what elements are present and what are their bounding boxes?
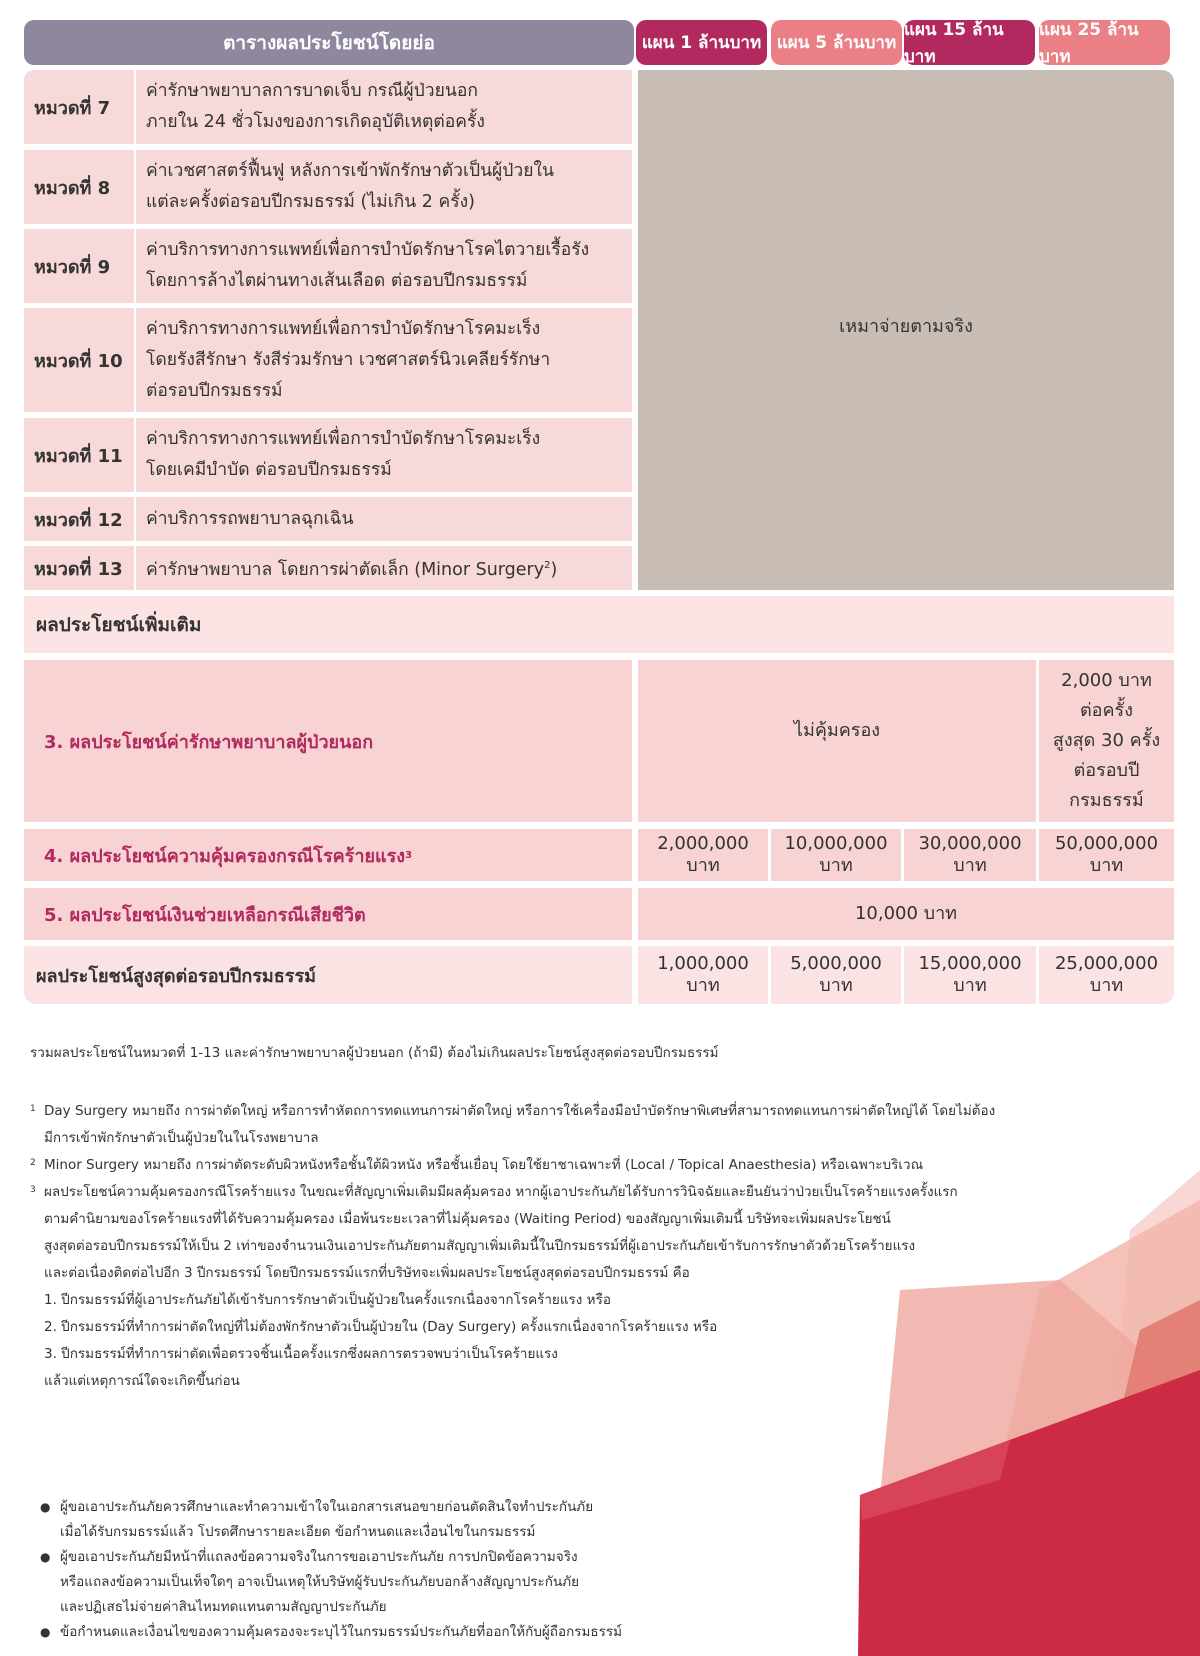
critical-illness-plan25: 50,000,000 บาท (1039, 829, 1174, 881)
footnote-1: 1 Day Surgery หมายถึง การผ่าตัดใหญ่ หรือการทำหัตถการทดแทนการผ่าตัดใหญ่ หรือการใช้เครื่องมือบำบัดรักษาพิเศษที่สามารถทดแทนการผ่าตัดใหญ่ได้ โดยไม่ต้อง มีการเข้าพักรักษาตัวเป็นผู้ป่วยในในโรงพยาบาล (30, 1103, 996, 1146)
footnote-3: 3 ผลประโยชน์ความคุ้มครองกรณีโรคร้ายแรง ในขณะที่สัญญาเพิ่มเติมมีผลคุ้มครอง หากผู้เอาประกันภัยได้รับการวินิจฉัยและยืนยันว่าป่วยเป็นโรคร้ายแรงครั้งแรก ตามคำนิยามของโรคร้ายแรงที่ได้รับความคุ้มครอง เมื่อพ้นระยะเวลาที่ไม่คุ้มครอง (Waiting Period) ของสัญญาเพิ่มเติมนี้ บริษัทจะเพิ่มผลประโยชน์ สูงสุดต่อรอบปีกรมธรรม์ให้เป็น 2 เท่าของจำนวนเงินเอาประกันภัยตามสัญญาเพิ่มเติมนี้ในปีกรมธรรม์ที่ผู้เอาประกันภัยเข้ารับการรักษาตัวด้วยโรคร้ายแรง และต่อเนื่องติดต่อไปอีก 3 ปีกรมธรรม์ โดยปีกรมธรรม์แรกที่บริษัทจะเพิ่มผลประโยชน์สูงสุดต่อรอบปีกรมธรรม์ คือ 1. ปีกรมธรรม์ที่ผู้เอาประกันภัยได้เข้ารับการรักษาตัวเป็นผู้ป่วยในครั้งแรกเนื่องจากโรคร้ายแรง หรือ 2. ปีกรมธรรม์ที่ทำการผ่าตัดใหญ่ที่ไม่ต้องพักรักษาตัวเป็นผู้ป่วยใน (Day Surgery) ครั้งแรกเนื่องจากโรคร้ายแรง หรือ 3. ปีกรมธรรม์ที่ทำการผ่าตัดเพื่อตรวจชิ้นเนื้อครั้งแรกซึ่งผลการตรวจพบว่าเป็นโรคร้ายแรง แล้วแต่เหตุการณ์ใดจะเกิดขึ้นก่อน (30, 1184, 958, 1389)
category-description: ค่าบริการทางการแพทย์เพื่อการบำบัดรักษาโรคมะเร็ง โดยเคมีบำบัด ต่อรอบปีกรมธรรม์ (136, 418, 632, 492)
death-benefit-label: 5. ผลประโยชน์เงินช่วยเหลือกรณีเสียชีวิต (24, 888, 632, 940)
category-description: ค่ารักษาพยาบาลการบาดเจ็บ กรณีผู้ป่วยนอก ภายใน 24 ชั่วโมงของการเกิดอุบัติเหตุต่อครั้ง (136, 70, 632, 144)
plan-1-header: แผน 1 ล้านบาท (636, 20, 767, 65)
plan-15-header: แผน 15 ล้านบาท (904, 20, 1035, 65)
category-code: หมวดที่ 9 (24, 229, 134, 303)
category-code: หมวดที่ 12 (24, 497, 134, 541)
disclaimer-list (40, 1495, 780, 1645)
critical-illness-plan5: 10,000,000 บาท (771, 829, 901, 881)
category-code: หมวดที่ 13 (24, 546, 134, 590)
table-title: ตารางผลประโยชน์โดยย่อ (24, 20, 634, 65)
category-description: ค่ารักษาพยาบาล โดยการผ่าตัดเล็ก (Minor Surgery$^2$) (136, 546, 632, 590)
category-description: ค่าเวชศาสตร์ฟื้นฟู หลังการเข้าพักรักษาตัวเป็นผู้ป่วยใน แต่ละครั้งต่อรอบปีกรมธรรม์ (ไม่เกิน 2 ครั้ง) (136, 150, 632, 224)
max-benefit-plan15: 15,000,000 บาท (904, 946, 1036, 1004)
death-benefit-value: 10,000 บาท (638, 888, 1174, 940)
footnote-2: 2 Minor Surgery หมายถึง การผ่าตัดระดับผิวหนังหรือชั้นใต้ผิวหนัง หรือชั้นเยื่อบุ โดยใช้ยาชาเฉพาะที่ (Local / Topical Anaesthesia) หรือเฉพาะบริเวณ (30, 1157, 924, 1173)
additional-benefits-heading: ผลประโยชน์เพิ่มเติม (24, 596, 1174, 653)
category-description: ค่าบริการทางการแพทย์เพื่อการบำบัดรักษาโรคมะเร็ง โดยรังสีรักษา รังสีร่วมรักษา เวชศาสตร์นิวเคลียร์รักษา ต่อรอบปีกรมธรรม์ (136, 308, 632, 412)
critical-illness-label: 4. ผลประโยชน์ความคุ้มครองกรณีโรคร้ายแรง 3 (24, 829, 632, 881)
footnotes (30, 1098, 1130, 1395)
plan-5-header: แผน 5 ล้านบาท (771, 20, 902, 65)
max-benefit-plan1: 1,000,000 บาท (638, 946, 768, 1004)
max-benefit-plan25: 25,000,000 บาท (1039, 946, 1174, 1004)
critical-illness-plan1: 2,000,000 บาท (638, 829, 768, 881)
outpatient-benefit-label: 3. ผลประโยชน์ค่ารักษาพยาบาลผู้ป่วยนอก (24, 660, 632, 822)
list-item: ● ผู้ขอเอาประกันภัยมีหน้าที่แถลงข้อความจริงในการขอเอาประกันภัย การปกปิดข้อความจริง หรือแถลงข้อความเป็นเท็จใดๆ อาจเป็นเหตุให้บริษัทผู้รับประกันภัยบอกล้างสัญญาประกันภัย และปฏิเสธไม่จ่ายค่าสินไหมทดแทนตามสัญญาประกันภัย (40, 1545, 780, 1620)
category-code: หมวดที่ 11 (24, 418, 134, 492)
category-code: หมวดที่ 7 (24, 70, 134, 144)
outpatient-plan25-value: 2,000 บาท ต่อครั้ง สูงสุด 30 ครั้ง ต่อรอบปี กรมธรรม์ (1039, 660, 1174, 822)
max-benefit-plan5: 5,000,000 บาท (771, 946, 901, 1004)
category-code: หมวดที่ 10 (24, 308, 134, 412)
max-benefit-label: ผลประโยชน์สูงสุดต่อรอบปีกรมธรรม์ (24, 946, 632, 1004)
category-description: ค่าบริการทางการแพทย์เพื่อการบำบัดรักษาโรคไตวายเรื้อรัง โดยการล้างไตผ่านทางเส้นเลือด ต่อรอบปีกรมธรรม์ (136, 229, 632, 303)
summary-note: รวมผลประโยชน์ในหมวดที่ 1-13 และค่ารักษาพยาบาลผู้ป่วยนอก (ถ้ามี) ต้องไม่เกินผลประโยชน์สูงสุดต่อรอบปีกรมธรรม์ (30, 1045, 719, 1061)
category-description: ค่าบริการรถพยาบาลฉุกเฉิน (136, 497, 632, 541)
outpatient-not-covered: ไม่คุ้มครอง (638, 660, 1036, 822)
coverage-actual-cell: เหมาจ่ายตามจริง (638, 70, 1174, 590)
category-code: หมวดที่ 8 (24, 150, 134, 224)
list-item: ● ข้อกำหนดและเงื่อนไขของความคุ้มครองจะระบุไว้ในกรมธรรม์ประกันภัยที่ออกให้กับผู้ถือกรมธรรม์ (40, 1620, 780, 1645)
plan-25-header: แผน 25 ล้านบาท (1039, 20, 1170, 65)
critical-illness-plan15: 30,000,000 บาท (904, 829, 1036, 881)
list-item: ● ผู้ขอเอาประกันภัยควรศึกษาและทำความเข้าใจในเอกสารเสนอขายก่อนตัดสินใจทำประกันภัย เมื่อได้รับกรมธรรม์แล้ว โปรดศึกษารายละเอียด ข้อกำหนดและเงื่อนไขในกรมธรรม์ (40, 1495, 780, 1545)
